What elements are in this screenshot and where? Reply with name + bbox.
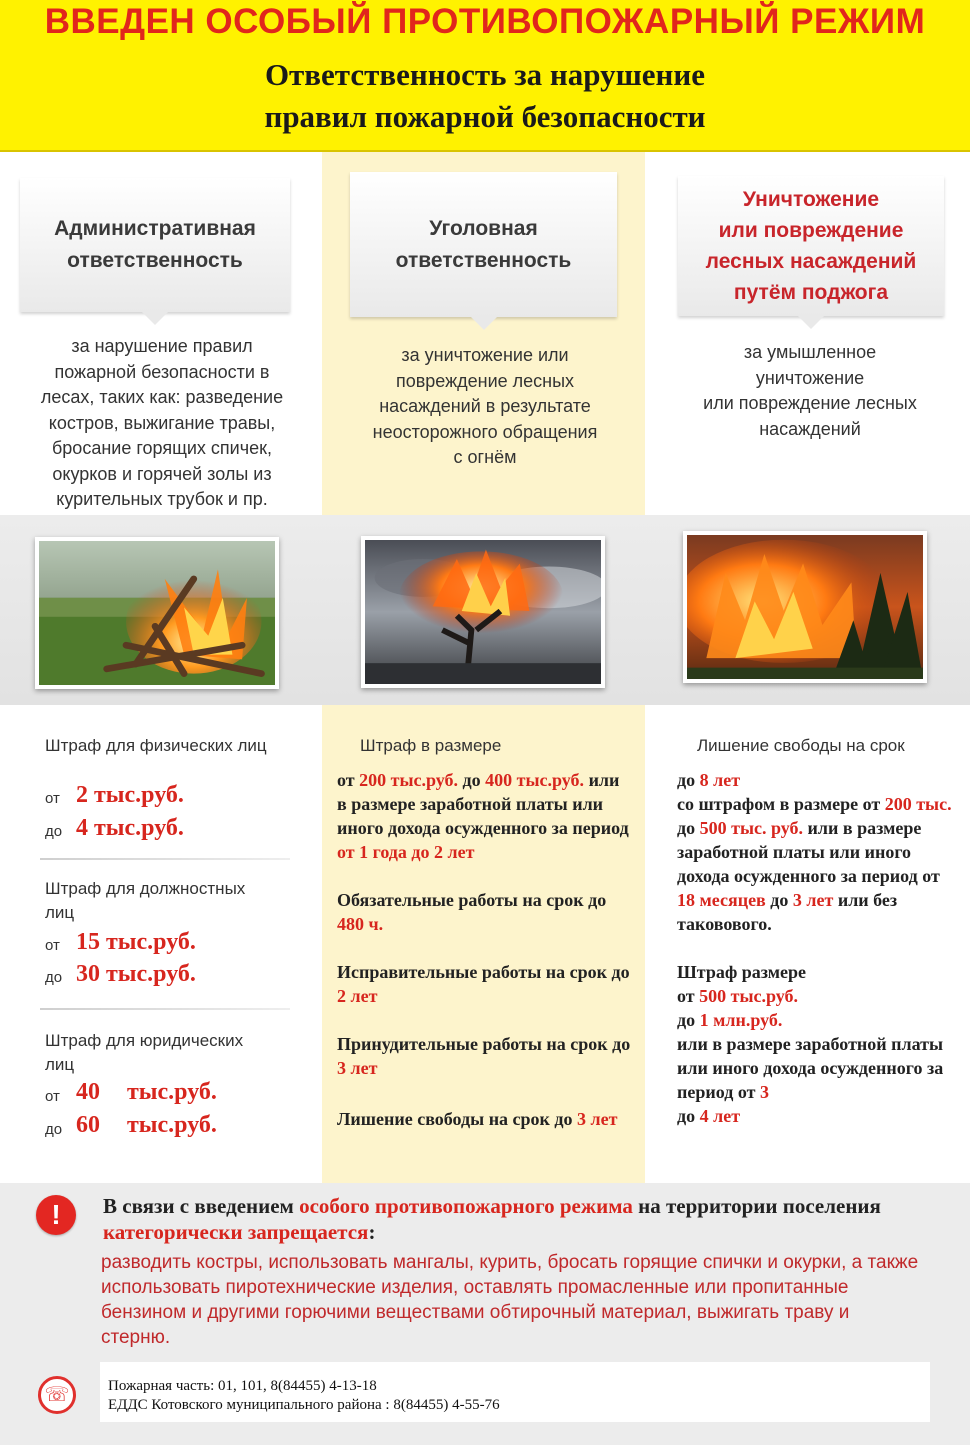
forest-fire-photo: [683, 531, 927, 683]
criminal-fine-text: от 200 тыс.руб. до 400 тыс.руб. или в размере заработной платы или иного дохода осужденного за период от 1 года до 2 лет: [337, 770, 629, 862]
legal-fine-to-unit: тыс.руб.: [127, 1112, 217, 1138]
criminal-description: за уничтожение или повреждение лесных насаждений в результате неосторожного обращения с огнём: [372, 345, 598, 467]
from-word: от: [45, 1088, 60, 1105]
to-word: до: [45, 1121, 63, 1138]
divider: [40, 1008, 290, 1010]
arson-prison-text: до 8 лет со штрафом в размере от 200 тыс. до 500 тыс. руб. или в размере заработной платы или иного дохода осужденного за период от 18 месяцев до 3 лет или без таковового.: [677, 770, 952, 934]
mandatory-work-text: Обязательные работы на срок до 480 ч.: [337, 890, 607, 934]
to-word: до: [45, 969, 63, 986]
officials-fine-from: 15 тыс.руб.: [76, 929, 196, 955]
legal-fine-to-number: 60: [76, 1112, 100, 1138]
warning-body: разводить костры, использовать мангалы, курить, бросать горящие спички и окурки, а также использовать пиротехнические изделия, оставлять промасленные или пропитанные бензином и другими горючими веществами обтирочный материал, выжигать траву и стерню.: [101, 1252, 919, 1348]
individuals-fine-to: 4 тыс.руб.: [76, 815, 184, 841]
header-banner: [0, 0, 970, 152]
forced-work-text: Принудительные работы на срок до 3 лет: [337, 1034, 631, 1078]
criminal-penalties: [337, 768, 632, 1159]
officials-fine-label: Штраф для должностных лиц: [45, 879, 246, 922]
campfire-photo: [35, 537, 279, 689]
burning-tree-photo: [361, 536, 605, 688]
individuals-fine-label: Штраф для физических лиц: [45, 736, 267, 755]
arson-penalties: [677, 768, 952, 1128]
phone-icon: ☏: [38, 1376, 76, 1414]
officials-fine-to: 30 тыс.руб.: [76, 961, 196, 987]
fire-department-phone: Пожарная часть: 01, 101, 8(84455) 4-13-18: [108, 1378, 377, 1394]
from-word: от: [45, 790, 60, 807]
legal-fine-from-number: 40: [76, 1079, 100, 1105]
arson-prison-label: Лишение свободы на срок: [697, 736, 905, 755]
admin-description: за нарушение правил пожарной безопасности в лесах, таких как: разведение костров, выжигание травы, бросание горящих спичек, окурков и горячей золы из курительных трубок и пр.: [40, 336, 284, 509]
admin-responsibility-title: Административная ответственность: [20, 178, 290, 312]
exclamation-icon: !: [36, 1195, 76, 1235]
arson-description: за умышленное уничтожение или повреждение лесных насаждений: [703, 342, 917, 439]
criminal-fine-label: Штраф в размере: [360, 736, 502, 755]
contacts: [100, 1362, 930, 1422]
criminal-responsibility-title: Уголовная ответственность: [350, 172, 617, 317]
individuals-fine-from: 2 тыс.руб.: [76, 782, 184, 808]
page-title: ВВЕДЕН ОСОБЫЙ ПРОТИВОПОЖАРНЫЙ РЕЖИМ: [44, 2, 926, 41]
arson-fine-text: Штраф размере от 500 тыс.руб. до 1 млн.руб. или в размере заработной платы или иного дохода осужденного за период от 3 до 4 лет: [677, 962, 944, 1126]
corrective-work-text: Исправительные работы на срок до 2 лет: [337, 962, 630, 1006]
edds-phone: ЕДДС Котовского муниципального района : 8(84455) 4-55-76: [108, 1397, 500, 1413]
to-word: до: [45, 823, 63, 840]
prison-term-text: Лишение свободы на срок до 3 лет: [337, 1109, 618, 1129]
legal-fine-label: Штраф для юридических лиц: [45, 1031, 244, 1074]
page-subtitle: Ответственность за нарушение правил пожарной безопасности: [264, 57, 706, 134]
legal-fine-from-unit: тыс.руб.: [127, 1079, 217, 1105]
arson-title: Уничтожение или повреждение лесных насаждений путём поджога: [678, 176, 944, 316]
divider: [40, 858, 290, 860]
warning-title: В связи с введением особого противопожарного режима на территории поселения категорически запрещается:: [103, 1194, 881, 1244]
from-word: от: [45, 937, 60, 954]
